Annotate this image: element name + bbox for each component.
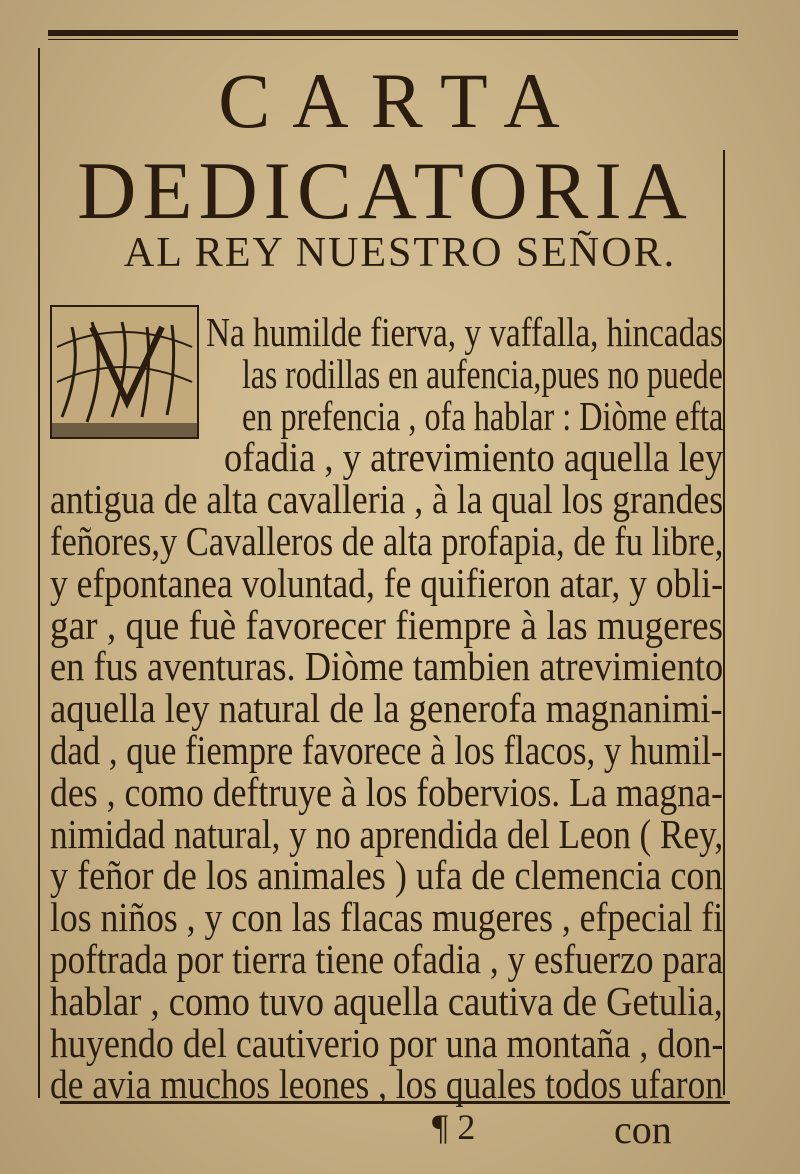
text-line-13: nimidad natural, y no aprendida del Leon ( Rey, xyxy=(50,810,724,857)
heading-al-rey: AL REY NUESTRO SEÑOR. xyxy=(123,230,677,276)
text-line-17: hablar , como tuvo aquella cautiva de Getulia, xyxy=(50,977,723,1024)
heading-dedicatoria: DEDICATORIA xyxy=(77,145,693,236)
text-line-4: ofadia , y atrevimiento aquella ley xyxy=(224,434,724,481)
text-line-19: de avia muchos leones , los quales todos ufaron xyxy=(50,1061,723,1108)
text-line-18: huyendo del cautiverio por una montaña , don- xyxy=(50,1019,724,1066)
text-line-15: los niños , y con las flacas mugeres , efpecial fi xyxy=(50,894,724,941)
text-line-6: feñores,y Cavalleros de alta profapia, de fu libre, xyxy=(50,518,724,564)
text-line-5: antigua de alta cavalleria , à la qual los grandes xyxy=(50,476,724,523)
frame-right xyxy=(723,150,725,1095)
text-line-9: en fus aventuras. Diòme tambien atrevimiento xyxy=(50,643,724,690)
text-line-16: poftrada por tierra tiene ofadia , y esfuerzo para xyxy=(50,936,724,982)
text-line-12: des , como deftruye à los fobervios. La magna- xyxy=(50,768,723,815)
text-line-11: dad , que fiempre favorece à los flacos, y humil- xyxy=(50,727,723,773)
top-rule xyxy=(48,30,738,36)
text-line-7: y efpontanea voluntad, fe quifieron atar, y obli- xyxy=(50,559,723,606)
heading-carta: CARTA xyxy=(218,57,582,144)
top-rule-thin xyxy=(48,39,738,40)
text-line-1: Na humilde fierva, y vaffalla, hincadas xyxy=(206,309,723,355)
catchword: con xyxy=(614,1107,672,1153)
text-line-3: en prefencia , ofa hablar : Diòme efta xyxy=(242,392,724,439)
text-line-10: aquella ley natural de la generofa magnanimi- xyxy=(50,685,723,732)
text-line-14: y feñor de los animales ) ufa de clemencia con xyxy=(50,852,723,899)
text-line-8: gar , que fuè favorecer fiempre à las mugeres xyxy=(50,601,724,648)
signature-mark: ¶ 2 xyxy=(432,1107,476,1148)
text-line-2: las rodillas en aufencia,pues no puede xyxy=(242,350,723,397)
decorated-initial-icon xyxy=(50,305,199,439)
